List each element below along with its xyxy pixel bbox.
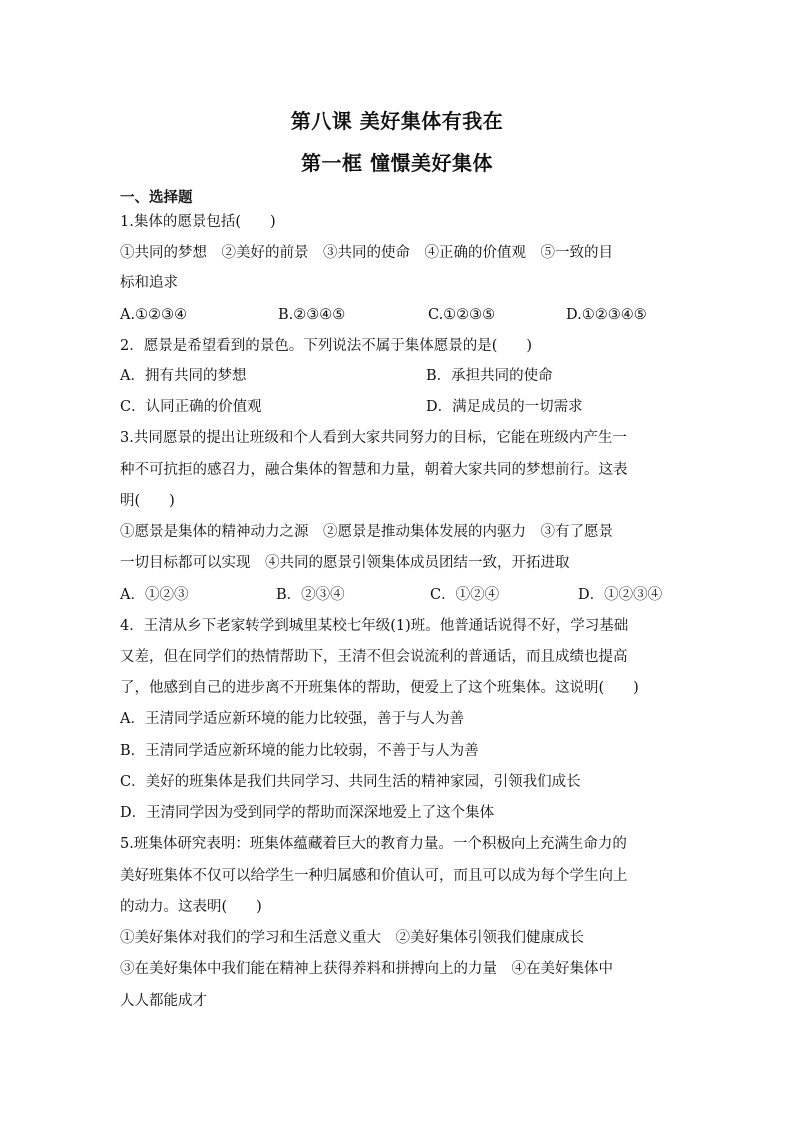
question-4-line-1: 4．王清从乡下老家转学到城里某校七年级(1)班。他普通话说得不好，学习基础 bbox=[120, 618, 629, 634]
option-c: C．认同正确的价值观 bbox=[120, 399, 262, 415]
question-4-option-c: C．美好的班集体是我们共同学习、共同生活的精神家园，引领我们成长 bbox=[120, 774, 581, 790]
question-3-line-1: 3.共同愿景的提出让班级和个人看到大家共同努力的目标，它能在班级内产生一 bbox=[120, 430, 627, 446]
question-5-items-cont: ③在美好集体中我们能在精神上获得养料和拼搏向上的力量 ④在美好集体中 bbox=[120, 961, 613, 977]
question-3-items-cont: 一切目标都可以实现 ④共同的愿景引领集体成员团结一致，开拓进取 bbox=[120, 555, 570, 571]
question-2-options-row2 bbox=[120, 397, 680, 417]
question-2-options-row1 bbox=[120, 366, 680, 386]
question-3-line-2: 种不可抗拒的感召力，融合集体的智慧和力量，朝着大家共同的梦想前行。这表 bbox=[120, 462, 628, 478]
question-5-line-2: 美好班集体不仅可以给学生一种归属感和价值认可，而且可以成为每个学生向上 bbox=[120, 868, 628, 884]
question-3-options bbox=[120, 585, 680, 605]
section-heading: 一、选择题 bbox=[120, 190, 193, 206]
question-1-items: ①共同的梦想 ②美好的前景 ③共同的使命 ④正确的价值观 ⑤一致的目 bbox=[120, 245, 613, 261]
question-4-option-d: D．王清同学因为受到同学的帮助而深深地爱上了这个集体 bbox=[120, 805, 495, 821]
question-3-items: ①愿景是集体的精神动力之源 ②愿景是推动集体发展的内驱力 ③有了愿景 bbox=[120, 524, 613, 540]
option-a: A.①②③④ bbox=[120, 307, 188, 323]
option-c: C．①②④ bbox=[430, 587, 500, 603]
question-4-line-3: 了，他感到自己的进步离不开班集体的帮助，便爱上了这个班集体。这说明( ) bbox=[120, 680, 639, 696]
question-1-items-cont: 标和追求 bbox=[120, 275, 178, 291]
question-2-stem: 2．愿景是希望看到的景色。下列说法不属于集体愿景的是( ) bbox=[120, 338, 533, 354]
question-5-items-end: 人人都能成才 bbox=[120, 993, 207, 1009]
question-1-options bbox=[120, 305, 680, 325]
option-d: D．满足成员的一切需求 bbox=[426, 399, 583, 415]
option-b: B.②③④⑤ bbox=[278, 307, 346, 323]
option-a: A．①②③ bbox=[120, 587, 189, 603]
option-a: A．拥有共同的梦想 bbox=[120, 368, 247, 384]
option-d: D．①②③④ bbox=[578, 587, 663, 603]
option-d: D.①②③④⑤ bbox=[566, 307, 647, 323]
page-subtitle: 第一框 憧憬美好集体 bbox=[301, 151, 493, 175]
option-b: B．②③④ bbox=[276, 587, 345, 603]
option-c: C.①②③⑤ bbox=[428, 307, 496, 323]
question-3-line-3: 明( ) bbox=[120, 493, 175, 509]
question-5-items: ①美好集体对我们的学习和生活意义重大 ②美好集体引领我们健康成长 bbox=[120, 930, 584, 946]
question-5-line-1: 5.班集体研究表明：班集体蕴藏着巨大的教育力量。一个积极向上充满生命力的 bbox=[120, 836, 627, 852]
question-1-stem: 1.集体的愿景包括( ) bbox=[120, 214, 276, 230]
question-4-line-2: 又差，但在同学们的热情帮助下，王清不但会说流利的普通话，而且成绩也提高 bbox=[120, 649, 628, 665]
question-5-line-3: 的动力。这表明( ) bbox=[120, 899, 262, 915]
page-title: 第八课 美好集体有我在 bbox=[290, 109, 504, 133]
question-4-option-b: B．王清同学适应新环境的能力比较弱，不善于与人为善 bbox=[120, 743, 479, 759]
option-b: B．承担共同的使命 bbox=[426, 368, 553, 384]
question-4-option-a: A．王清同学适应新环境的能力比较强，善于与人为善 bbox=[120, 711, 464, 727]
